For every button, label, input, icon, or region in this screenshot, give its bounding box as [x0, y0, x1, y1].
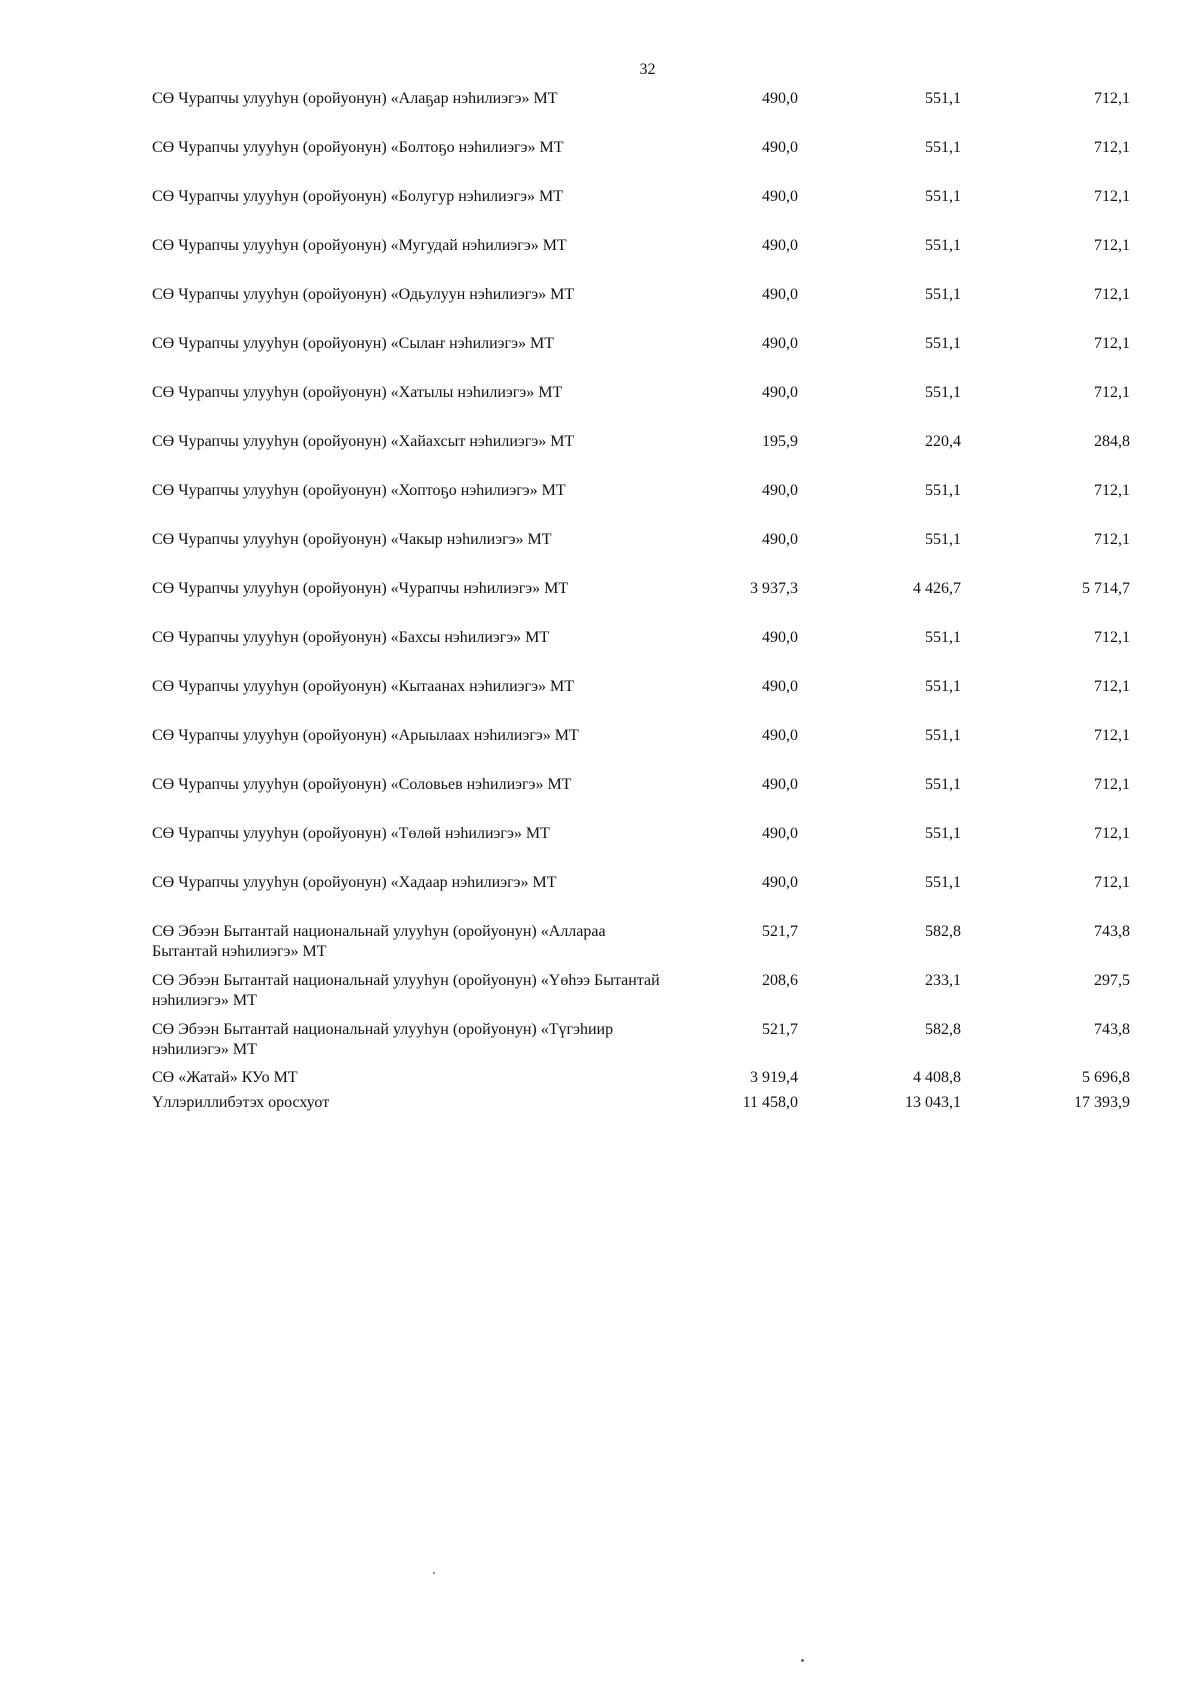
row-label: СӨ Чурапчы улууһун (оройуонун) «Хатылы нэһилиэгэ» МТ — [152, 384, 563, 401]
row-value-3: 5 696,8 — [1082, 1069, 1130, 1086]
row-value-3: 712,1 — [1094, 384, 1130, 401]
row-value-2: 4 426,7 — [913, 580, 961, 597]
row-label: СӨ Чурапчы улууһун (оройуонун) «Чурапчы нэһилиэгэ» МТ — [152, 580, 569, 597]
row-value-3: 712,1 — [1094, 874, 1130, 891]
row-label: СӨ Чурапчы улууһун (оройуонун) «Сылаҥ нэһилиэгэ» МТ — [152, 335, 554, 352]
row-value-2: 551,1 — [925, 629, 961, 646]
row-label: СӨ Чурапчы улууһун (оройуонун) «Алаҕар нэһилиэгэ» МТ — [152, 90, 558, 107]
row-value-1: 208,6 — [762, 972, 798, 989]
row-value-1: 521,7 — [762, 1021, 798, 1038]
row-value-1: 490,0 — [762, 335, 798, 352]
scan-speck — [801, 1659, 804, 1662]
row-value-2: 13 043,1 — [905, 1094, 961, 1111]
row-value-1: 490,0 — [762, 384, 798, 401]
row-value-1: 490,0 — [762, 90, 798, 107]
row-value-1: 490,0 — [762, 482, 798, 499]
row-label: СӨ Эбээн Бытантай национальнай улууһун (оройуонун) «Түгэһиир нэһилиэгэ» МТ — [152, 1021, 614, 1058]
row-value-2: 551,1 — [925, 286, 961, 303]
row-value-2: 551,1 — [925, 678, 961, 695]
row-value-1: 490,0 — [762, 678, 798, 695]
row-value-1: 521,7 — [762, 923, 798, 940]
row-value-3: 712,1 — [1094, 825, 1130, 842]
row-value-1: 490,0 — [762, 825, 798, 842]
row-label: СӨ Чурапчы улууһун (оройуонун) «Мугудай нэһилиэгэ» МТ — [152, 237, 567, 254]
row-value-1: 3 937,3 — [750, 580, 798, 597]
row-value-2: 233,1 — [925, 972, 961, 989]
row-value-3: 712,1 — [1094, 237, 1130, 254]
row-value-2: 551,1 — [925, 531, 961, 548]
row-value-2: 551,1 — [925, 90, 961, 107]
row-label: СӨ Чурапчы улууһун (оройуонун) «Хайахсыт нэһилиэгэ» МТ — [152, 433, 575, 450]
row-value-3: 743,8 — [1094, 923, 1130, 940]
row-value-3: 712,1 — [1094, 90, 1130, 107]
row-label: СӨ Чурапчы улууһун (оройуонун) «Арыылаах нэһилиэгэ» МТ — [152, 727, 579, 744]
row-value-3: 712,1 — [1094, 629, 1130, 646]
row-label: СӨ Чурапчы улууһун (оройуонун) «Хадаар нэһилиэгэ» МТ — [152, 874, 557, 891]
row-value-1: 195,9 — [762, 433, 798, 450]
row-label: Үллэриллибэтэх оросхуот — [152, 1094, 330, 1111]
row-value-3: 712,1 — [1094, 335, 1130, 352]
row-value-2: 551,1 — [925, 188, 961, 205]
row-value-3: 743,8 — [1094, 1021, 1130, 1038]
row-value-1: 11 458,0 — [742, 1094, 798, 1111]
row-label: СӨ Чурапчы улууһун (оройуонун) «Болугур нэһилиэгэ» МТ — [152, 188, 564, 205]
row-value-2: 582,8 — [925, 923, 961, 940]
row-value-3: 712,1 — [1094, 531, 1130, 548]
row-value-3: 17 393,9 — [1074, 1094, 1130, 1111]
row-label: СӨ Чурапчы улууһун (оройуонун) «Одьулуун нэһилиэгэ» МТ — [152, 286, 575, 303]
row-value-2: 4 408,8 — [913, 1069, 961, 1086]
row-label: СӨ Чурапчы улууһун (оройуонун) «Бахсы нэһилиэгэ» МТ — [152, 629, 550, 646]
row-value-2: 551,1 — [925, 825, 961, 842]
row-value-3: 284,8 — [1094, 433, 1130, 450]
row-value-1: 490,0 — [762, 139, 798, 156]
row-value-3: 297,5 — [1094, 972, 1130, 989]
row-value-2: 220,4 — [925, 433, 961, 450]
row-value-1: 490,0 — [762, 237, 798, 254]
row-value-2: 551,1 — [925, 237, 961, 254]
row-value-1: 3 919,4 — [750, 1069, 798, 1086]
row-value-2: 551,1 — [925, 776, 961, 793]
row-label: СӨ Чурапчы улууһун (оройуонун) «Чакыр нэһилиэгэ» МТ — [152, 531, 552, 548]
row-value-1: 490,0 — [762, 629, 798, 646]
row-value-2: 551,1 — [925, 335, 961, 352]
row-value-3: 712,1 — [1094, 482, 1130, 499]
row-value-3: 712,1 — [1094, 286, 1130, 303]
row-value-3: 712,1 — [1094, 776, 1130, 793]
row-label: СӨ Чурапчы улууһун (оройуонун) «Хоптоҕо нэһилиэгэ» МТ — [152, 482, 566, 499]
row-value-2: 551,1 — [925, 384, 961, 401]
row-label: СӨ Чурапчы улууһун (оройуонун) «Соловьев нэһилиэгэ» МТ — [152, 776, 572, 793]
row-value-2: 551,1 — [925, 482, 961, 499]
page-number: 32 — [639, 61, 656, 78]
row-value-1: 490,0 — [762, 188, 798, 205]
row-label: СӨ Чурапчы улууһун (оройуонун) «Кытаанах нэһилиэгэ» МТ — [152, 678, 574, 695]
row-label: СӨ Чурапчы улууһун (оройуонун) «Төлөй нэһилиэгэ» МТ — [152, 825, 550, 842]
row-value-1: 490,0 — [762, 776, 798, 793]
row-value-3: 712,1 — [1094, 139, 1130, 156]
row-value-3: 712,1 — [1094, 678, 1130, 695]
row-value-2: 551,1 — [925, 727, 961, 744]
row-value-2: 551,1 — [925, 139, 961, 156]
row-value-2: 551,1 — [925, 874, 961, 891]
row-value-1: 490,0 — [762, 531, 798, 548]
row-value-1: 490,0 — [762, 874, 798, 891]
row-value-2: 582,8 — [925, 1021, 961, 1038]
row-label: СӨ Чурапчы улууһун (оройуонун) «Болтоҕо нэһилиэгэ» МТ — [152, 139, 564, 156]
row-value-3: 712,1 — [1094, 188, 1130, 205]
row-label: СӨ «Жатай» КУо МТ — [152, 1069, 298, 1086]
row-label: СӨ Эбээн Бытантай национальнай улууһун (оройуонун) «Аллараа Бытантай нэһилиэгэ» МТ — [152, 923, 606, 960]
row-value-3: 712,1 — [1094, 727, 1130, 744]
scan-speck — [433, 1572, 435, 1574]
row-label: СӨ Эбээн Бытантай национальнай улууһун (оройуонун) «Үөһээ Бытантай нэһилиэгэ» МТ — [152, 972, 660, 1009]
row-value-1: 490,0 — [762, 727, 798, 744]
row-value-1: 490,0 — [762, 286, 798, 303]
row-value-3: 5 714,7 — [1082, 580, 1130, 597]
